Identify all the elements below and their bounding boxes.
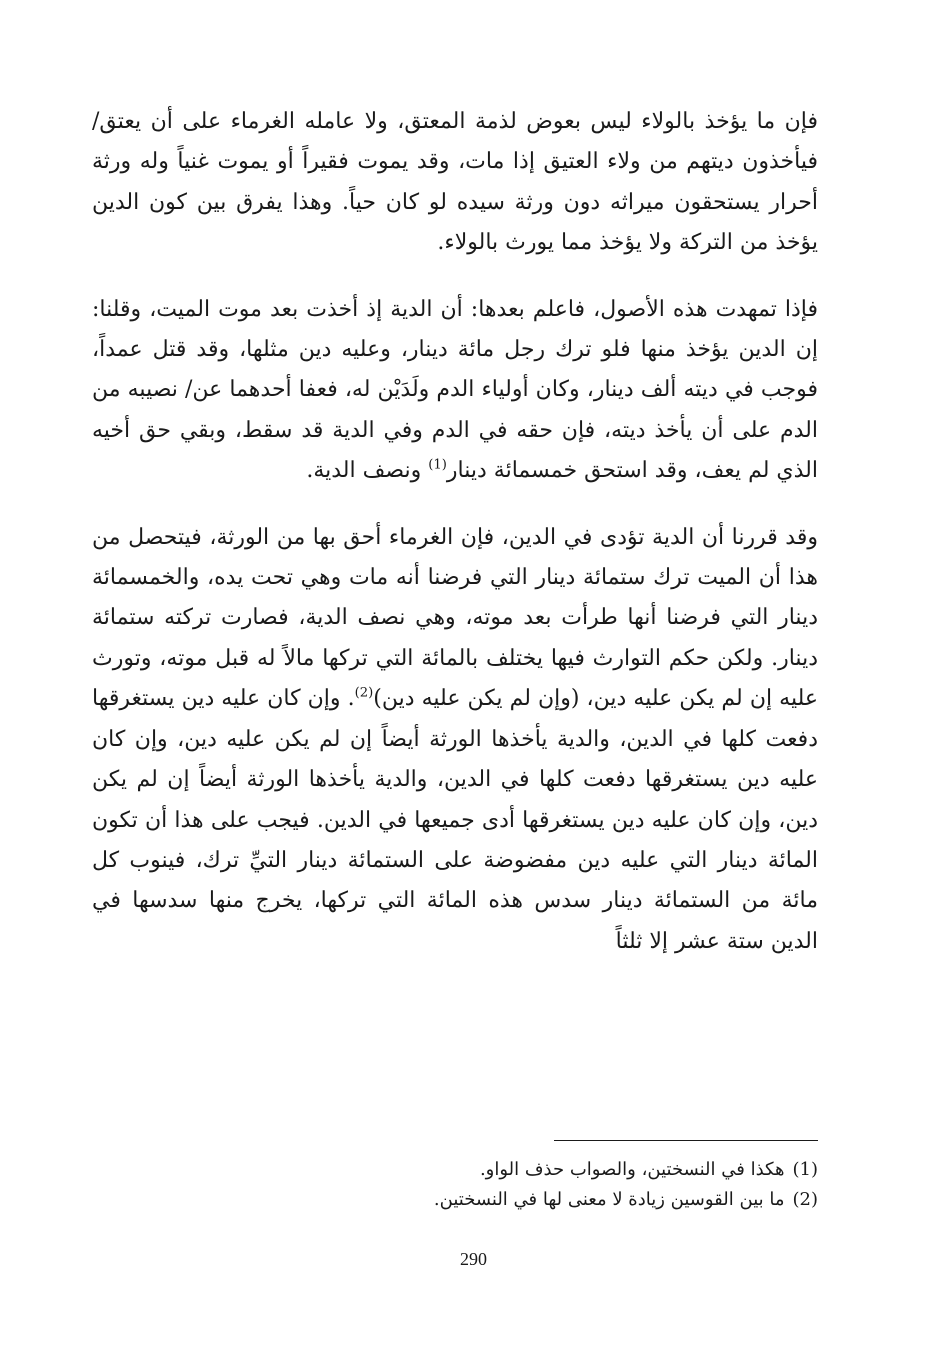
footnote-marker-1: (1) [428,457,447,473]
paragraph-2 [92,290,818,492]
paragraph-2-tail: ونصف الدية. [306,458,429,484]
paragraph-1: فإن ما يؤخذ بالولاء ليس بعوض لذمة المعتق، ولا عامله الغرماء على أن يعتق/ فيأخذون ديتهم من ولاء العتيق إذا مات، وقد يموت فقيراً أو يموت غنياً وله ورثة أحرار يستحقون ميراثه دون ورثة سيده لو كان حياً. وهذا يفرق بين كون الدين يؤخذ من التركة ولا يؤخذ مما يورث بالولاء. [92,109,818,256]
footnote-1 [92,1155,818,1185]
paragraph-2-text: فإذا تمهدت هذه الأصول، فاعلم بعدها: أن الدية إذ أخذت بعد موت الميت، وقلنا: إن الدين يؤخذ منها فلو ترك رجل مائة دينار، وعليه دين مثلها، وقد قتل عمداً، فوجب في ديته ألف دينار، وكان أولياء الدم ولَدَيْن له، فعفا أحدهما عن/ نصيبه من الدم على أن يأخذ ديته، فإن حقه في الدم وفي الدية قد سقط، وبقي حق أخيه الذي لم يعف، وقد استحق خمسمائة دينار [92,296,818,484]
paragraph-3-tail: . وإن كان عليه دين يستغرقها دفعت كلها في الدين، والدية يأخذها الورثة أيضاً إن لم يكن عليه دين، وإن كان عليه دين يستغرقها دفعت كلها في الدين، والدية يأخذها الورثة أيضاً إن لم يكن دين، وإن كان عليه دين يستغرقها أدى جميعها في الدين. فيجب على هذا أن تكون المائة دينار التي عليه دين مفضوضة على الستمائة دينار التيِّ ترك، فينوب كل مائة من الستمائة دينار سدس هذه المائة التي تركها، يخرج منها سدسها في الدين ستة عشر إلا ثلثاً [92,686,818,954]
footnote-2-text: ما بين القوسين زيادة لا معنى لها في النسختين. [433,1189,785,1210]
page-number: 290 [460,1249,487,1269]
footnote-2-number: (2) [792,1189,818,1210]
page-body [92,102,818,962]
paragraph-3 [92,518,818,962]
footnote-2 [92,1185,818,1215]
footnotes [92,1140,818,1215]
footnote-list [92,1155,818,1215]
paragraph-3-text: وقد قررنا أن الدية تؤدى في الدين، فإن الغرماء أحق بها من الورثة، فيتحصل من هذا أن الميت ترك ستمائة دينار التي فرضنا أنه مات وهي تحت يده، والخمسمائة دينار التي فرضنا أنها طرأت بعد موته، وهي نصف الدية، فصارت تركته ستمائة دينار. ولكن حكم التوارث فيها يختلف بالمائة التي تركها مالاً له قبل موته، وتورث عليه إن لم يكن عليه دين، (وإن لم يكن عليه دين) [92,524,818,712]
footnote-marker-2: (2) [354,685,374,701]
footnote-1-text: هكذا في النسختين، والصواب حذف الواو. [479,1159,785,1180]
footnote-1-number: (1) [792,1159,818,1180]
footnote-divider [554,1140,818,1141]
